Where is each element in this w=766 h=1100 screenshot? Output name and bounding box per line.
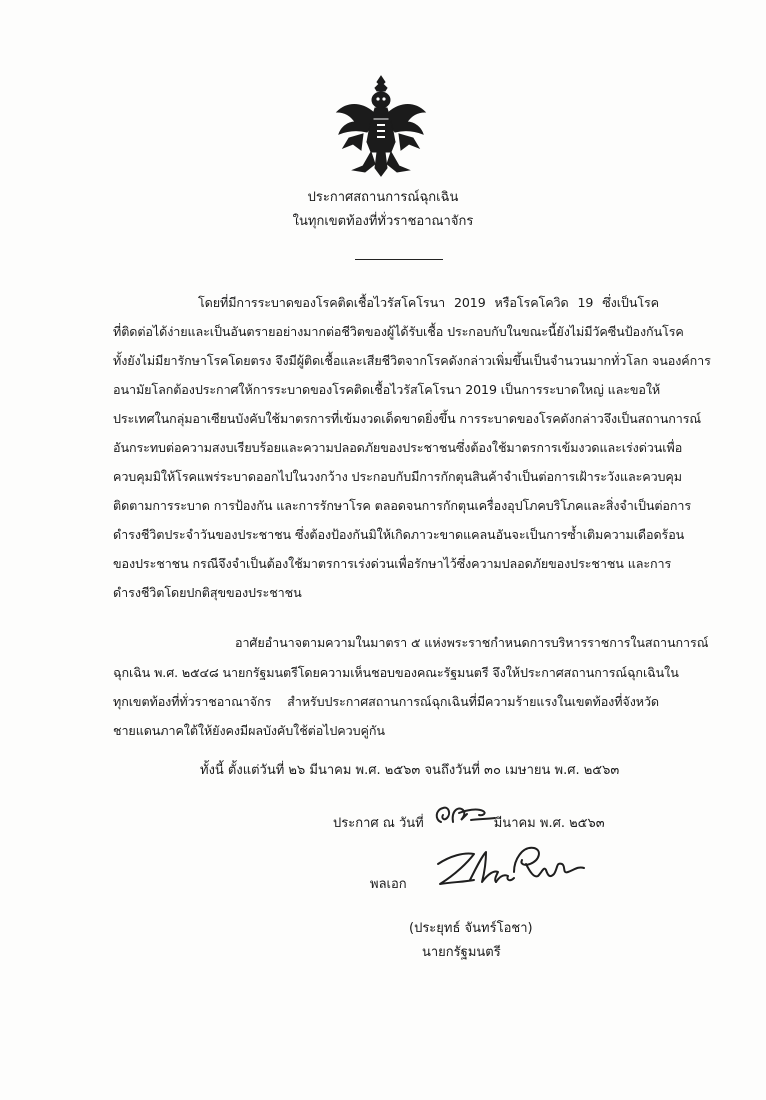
paragraph1-line: ประเทศในกลุ่มอาเซียนบังคับใช้มาตรการที่เข้มงวดเด็ดขาดยิ่งขึ้น การระบาดของโรคดังกล่าวจึงเป็นสถานการณ์ bbox=[113, 411, 702, 426]
paragraph1-line: ควบคุมมิให้โรคแพร่ระบาดออกไปในวงกว้าง ประกอบกับมีการกักตุนสินค้าจำเป็นต่อการเฝ้าระวังและควบคุม bbox=[113, 469, 682, 484]
announcement-suffix: มีนาคม พ.ศ. ๒๕๖๓ bbox=[493, 816, 605, 831]
paragraph2-line: ฉุกเฉิน พ.ศ. ๒๕๔๘ นายกรัฐมนตรีโดยความเห็นชอบของคณะรัฐมนตรี จึงให้ประกาศสถานการณ์ฉุกเฉินใน bbox=[113, 665, 679, 680]
announcement-prefix: ประกาศ ณ วันที่ bbox=[333, 816, 424, 831]
title-line-2: ในทุกเขตท้องที่ทั่วราชอาณาจักร bbox=[292, 214, 474, 229]
paragraph2-line: ชายแดนภาคใต้ให้ยังคงมีผลบังคับใช้ต่อไปควบคู่กัน bbox=[113, 723, 385, 738]
signatory-position: นายกรัฐมนตรี bbox=[422, 945, 501, 960]
paragraph1-line: อันกระทบต่อความสงบเรียบร้อยและความปลอดภัยของประชาชนซึ่งต้องใช้มาตรการเข้มงวดและเร่งด่วนเพื่อ bbox=[113, 440, 683, 455]
paragraph1-line: ทั้งยังไม่มียารักษาโรคโดยตรง จึงมีผู้ติดเชื้อและเสียชีวิตจากโรคดังกล่าวเพิ่มขึ้นเป็นจำนวนมากทั่วโลก จนองค์การ bbox=[113, 353, 711, 368]
paragraph1-line: ที่ติดต่อได้ง่ายและเป็นอันตรายอย่างมากต่อชีวิตของผู้ได้รับเชื้อ ประกอบกับในขณะนี้ยังไม่มีวัคซีนป้องกันโรค bbox=[113, 324, 684, 339]
effective-period: ทั้งนี้ ตั้งแต่วันที่ ๒๖ มีนาคม พ.ศ. ๒๕๖๓ จนถึงวันที่ ๓๐ เมษายน พ.ศ. ๒๕๖๓ bbox=[200, 763, 620, 778]
title-line-1: ประกาศสถานการณ์ฉุกเฉิน bbox=[307, 190, 459, 205]
paragraph1-line: ของประชาชน กรณีจึงจำเป็นต้องใช้มาตรการเร่งด่วนเพื่อรักษาไว้ซึ่งความปลอดภัยของประชาชน และการ bbox=[113, 556, 672, 571]
paragraph1-line: ดำรงชีวิตโดยปกติสุขของประชาชน bbox=[113, 585, 302, 600]
paragraph1-line: โดยที่มีการระบาดของโรคติดเชื้อไวรัสโคโรนา 2019 หรือโรคโควิด 19 ซึ่งเป็นโรค bbox=[198, 295, 659, 310]
signatory-rank: พลเอก bbox=[370, 877, 407, 892]
paragraph2-line: อาศัยอำนาจตามความในมาตรา ๕ แห่งพระราชกำหนดการบริหารราชการในสถานการณ์ bbox=[235, 635, 709, 650]
paragraph2-line: ทุกเขตท้องที่ทั่วราชอาณาจักร สำหรับประกาศสถานการณ์ฉุกเฉินที่มีความร้ายแรงในเขตท้องที่จังหวัด bbox=[113, 694, 659, 709]
handwritten-day-icon bbox=[431, 802, 497, 828]
paragraph1-line: อนามัยโลกต้องประกาศให้การระบาดของโรคติดเชื้อไวรัสโคโรนา 2019 เป็นการระบาดใหญ่ และขอให้ bbox=[113, 382, 661, 397]
signatory-name: (ประยุทธ์ จันทร์โอชา) bbox=[409, 921, 533, 936]
title-divider bbox=[355, 259, 443, 260]
signature-icon bbox=[430, 842, 588, 894]
garuda-emblem-icon bbox=[333, 72, 429, 180]
paragraph1-line: ติดตามการระบาด การป้องกัน และการรักษาโรค ตลอดจนการกักตุนเครื่องอุปโภคบริโภคและสิ่งจำเป็นต่อการ bbox=[113, 498, 692, 513]
paragraph1-line: ดำรงชีวิตประจำวันของประชาชน ซึ่งต้องป้องกันมิให้เกิดภาวะขาดแคลนอันจะเป็นการซ้ำเติมความเดือดร้อน bbox=[113, 527, 685, 542]
